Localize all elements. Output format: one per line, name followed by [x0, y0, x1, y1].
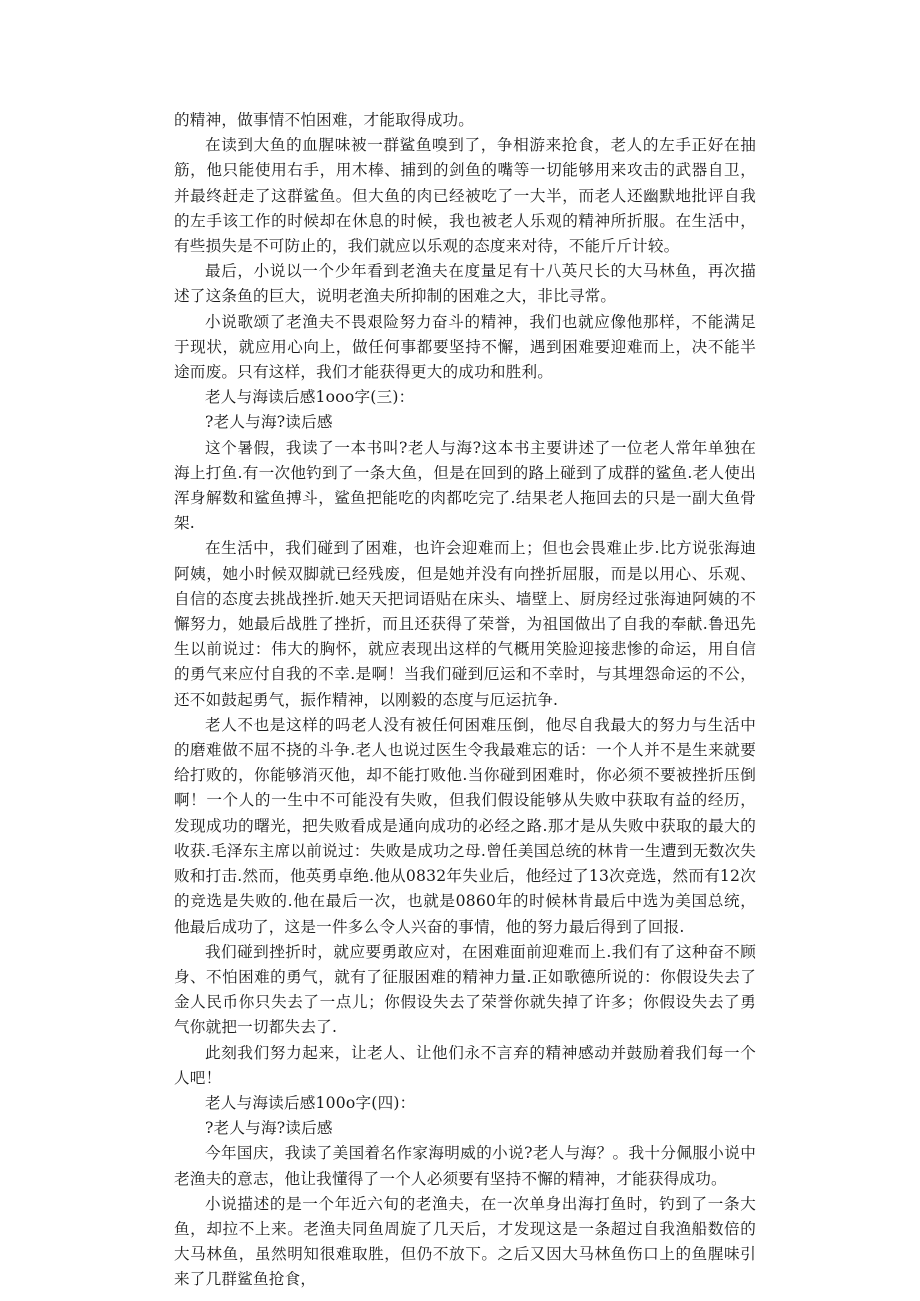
paragraph-9: 此刻我们努力起来，让老人、让他们永不言弃的精神感动并鼓励着我们每一个人吧！	[174, 1043, 756, 1087]
paragraph-10: 今年国庆，我读了美国着名作家海明威的小说?老人与海？。我十分佩服小说中老渔夫的意志，他让我懂得了一个人必须要有坚持不懈的精神，才能获得成功。	[174, 1144, 756, 1188]
paragraph-5: 这个暑假，我读了一本书叫?老人与海?这本书主要讲述了一位老人常年单独在海上打鱼.有一次他钓到了一条大鱼，但是在回到的路上碰到了成群的鲨鱼.老人使出浑身解数和鲨鱼搏斗，鲨鱼把能吃的肉都吃完了.结果老人拖回去的只是一副大鱼骨架.	[174, 438, 756, 533]
paragraph-6: 在生活中，我们碰到了困难，也许会迎难而上；但也会畏难止步.比方说张海迪阿姨，她小时候双脚就已经残废，但是她并没有向挫折屈服，而是以用心、乐观、自信的态度去挑战挫折.她天天把词语贴在床头、墙壁上、厨房经过张海迪阿姨的不懈努力，她最后战胜了挫折，而且还获得了荣誉，为祖国做出了自我的奉献.鲁迅先生以前说过：伟大的胸怀，就应表现出这样的气概用笑脸迎接悲惨的命运，用自信的勇气来应付自我的不幸.是啊！当我们碰到厄运和不幸时，与其埋怨命运的不公，还不如鼓起勇气，振作精神，以刚毅的态度与厄运抗争.	[174, 539, 756, 709]
paragraph-11: 小说描述的是一个年近六旬的老渔夫，在一次单身出海打鱼时，钓到了一条大鱼，却拉不上来。老渔夫同鱼周旋了几天后，才发现这是一条超过自我渔船数倍的大马林鱼，虽然明知很难取胜，但仍不放下。之后又因大马林鱼伤口上的鱼腥味引来了几群鲨鱼抢食，	[174, 1194, 756, 1289]
paragraph-4: 小说歌颂了老渔夫不畏艰险努力奋斗的精神，我们也就应像他那样，不能满足于现状，就应用心向上，做任何事都要坚持不懈，遇到困难要迎难而上，决不能半途而废。只有这样，我们才能获得更大的成功和胜利。	[174, 312, 756, 382]
paragraph-2: 在读到大鱼的血腥味被一群鲨鱼嗅到了，争相游来抢食，老人的左手正好在抽筋，他只能使用右手，用木棒、捕到的剑鱼的嘴等一切能够用来攻击的武器自卫，并最终赶走了这群鲨鱼。但大鱼的肉已经被吃了一大半，而老人还幽默地批评自我的左手该工作的时候却在休息的时候，我也被老人乐观的精神所折服。在生活中，有些损失是不可防止的，我们就应以乐观的态度来对待，不能斤斤计较。	[174, 136, 756, 256]
section-subtitle-3: ?老人与海?读后感	[205, 413, 333, 432]
section-heading-4: 老人与海读后感100o字(四)：	[205, 1093, 416, 1112]
section-subtitle-4: ?老人与海?读后感	[205, 1119, 333, 1138]
paragraph-7: 老人不也是这样的吗老人没有被任何困难压倒，他尽自我最大的努力与生活中的磨难做不屈不挠的斗争.老人也说过医生令我最难忘的话：一个人并不是生来就要给打败的，你能够消灭他，却不能打败他.当你碰到困难时，你必须不要被挫折压倒啊！一个人的一生中不可能没有失败，但我们假设能够从失败中获取有益的经历，发现成功的曙光，把失败看成是通向成功的必经之路.那才是从失败中获取的最大的收获.毛泽东主席以前说过：失败是成功之母.曾任美国总统的林肯一生遭到无数次失败和打击.然而，他英勇卓绝.他从0832年失业后，他经过了13次竞选，然而有12次的竞选是失败的.他在最后一次，也就是0860年的时候林肯最后中选为美国总统，他最后成功了，这是一件多么令人兴奋的事情，他的努力最后得到了回报.	[174, 715, 756, 936]
paragraph-1: 的精神，做事情不怕困难，才能取得成功。	[174, 111, 475, 129]
paragraph-8: 我们碰到挫折时，就应要勇敢应对，在困难面前迎难而上.我们有了这种奋不顾身、不怕困难的勇气，就有了征服困难的精神力量.正如歌德所说的：你假设失去了金人民币你只失去了一点儿；你假设失去了荣誉你就失掉了许多；你假设失去了勇气你就把一切都失去了.	[174, 942, 756, 1037]
paragraph-3: 最后，小说以一个少年看到老渔夫在度量足有十八英尺长的大马林鱼，再次描述了这条鱼的巨大，说明老渔夫所抑制的困难之大，非比寻常。	[174, 262, 756, 306]
document-page	[174, 108, 756, 1293]
section-heading-3: 老人与海读后感1ooo字(三)：	[205, 388, 415, 407]
